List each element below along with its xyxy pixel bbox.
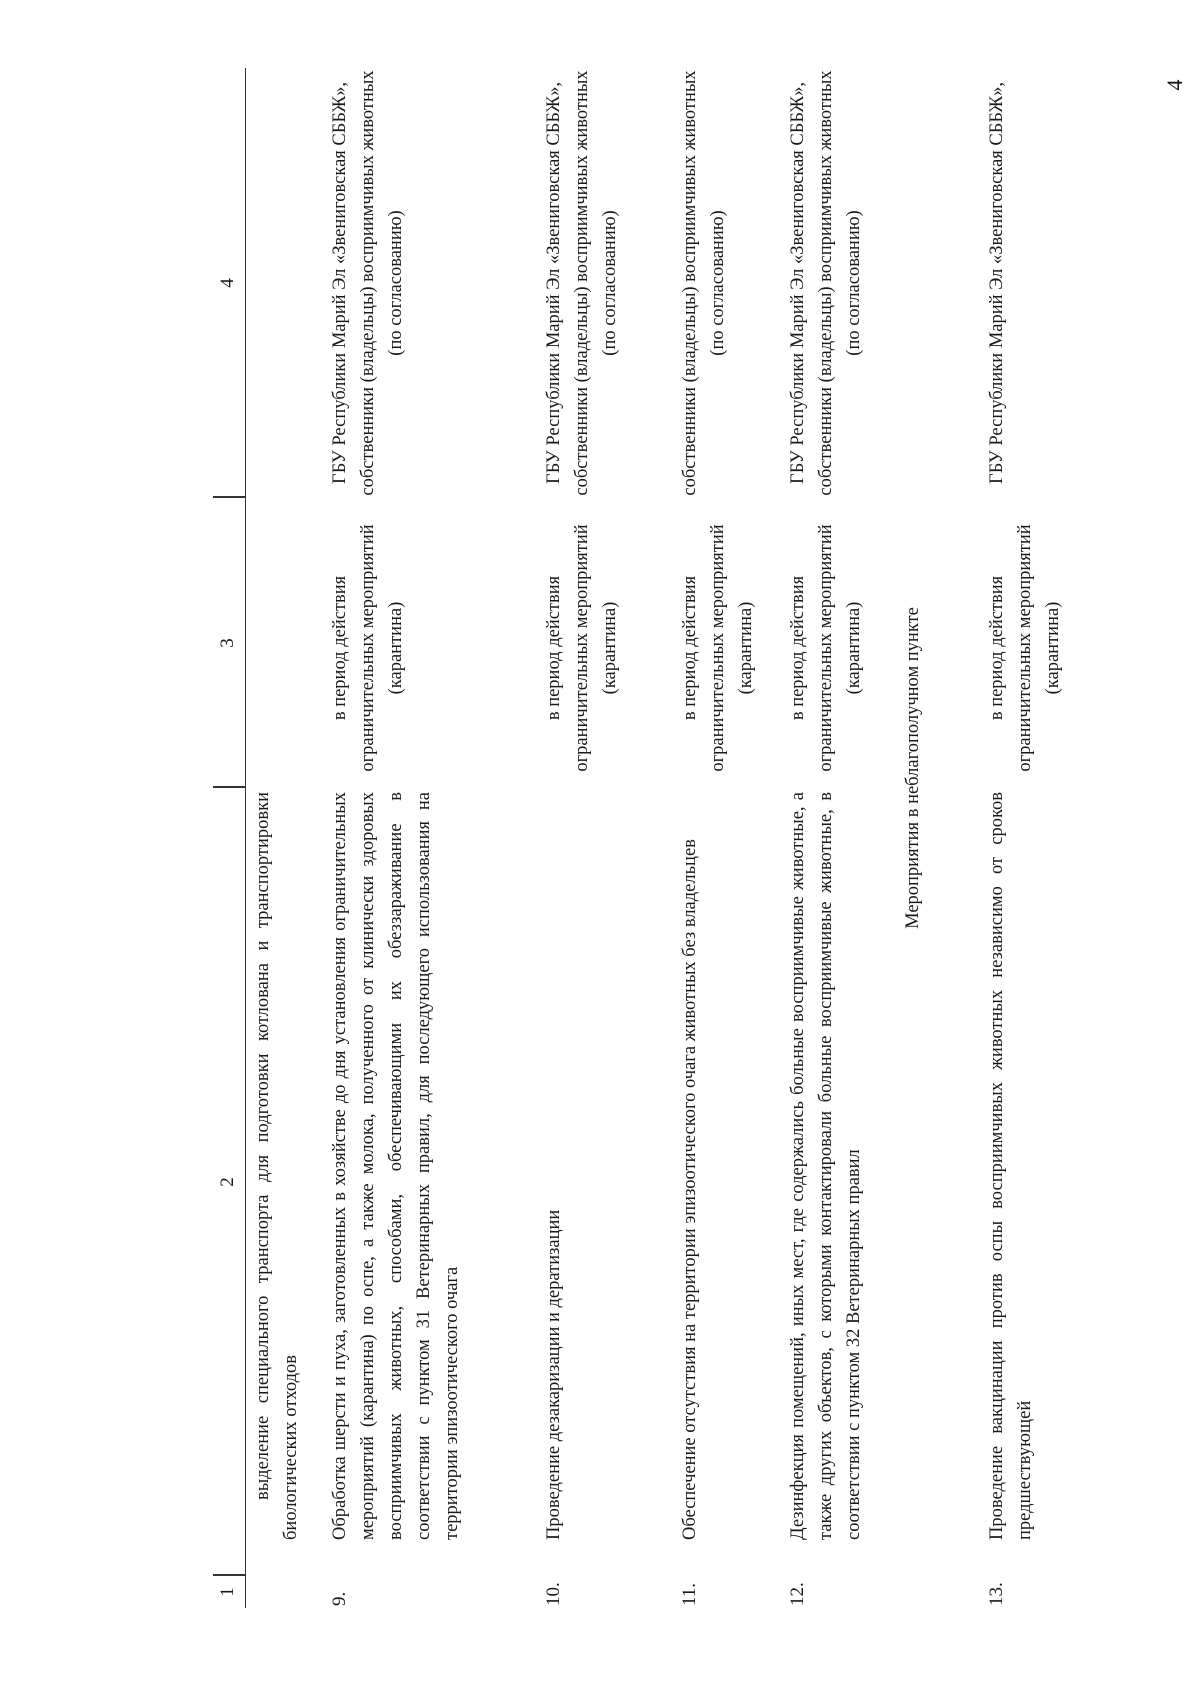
row-number: 9. <box>329 1591 350 1606</box>
row-number: 12. <box>787 1582 808 1606</box>
header-col-2: 2 <box>217 1177 238 1187</box>
row-responsible: ГБУ Республики Марий Эл «Звениговская СББЖ», собственники (владельцы) восприимчивых животных (по согласованию) <box>544 70 620 496</box>
row-activity: Проведение дезакаризации и дератизации <box>544 1209 564 1540</box>
row-responsible: собственники (владельцы) восприимчивых животных (по согласованию) <box>680 70 728 496</box>
row-period: в период действия ограничительных мероприятий (карантина) <box>330 524 406 772</box>
row-number: 10. <box>543 1582 564 1606</box>
row-period: в период действия ограничительных мероприятий (карантина) <box>680 524 756 772</box>
row-period: в период действия ограничительных мероприятий (карантина) <box>544 524 620 772</box>
row-responsible: ГБУ Республики Марий Эл «Звениговская СББЖ», <box>987 82 1007 484</box>
row-responsible: ГБУ Республики Марий Эл «Звениговская СББЖ», собственники (владельцы) восприимчивых животных (по согласованию) <box>330 70 406 496</box>
table-header <box>213 68 246 1608</box>
header-col-1: 1 <box>217 1587 238 1597</box>
row-period: в период действия ограничительных мероприятий (карантина) <box>987 524 1063 772</box>
row-number: 13. <box>986 1582 1007 1606</box>
row-responsible: ГБУ Республики Марий Эл «Звениговская СББЖ», собственники (владельцы) восприимчивых животных (по согласованию) <box>788 70 864 496</box>
row-activity: Обработка шерсти и пуха, заготовленных в хозяйстве до дня установления ограничительных мероприятий (карантина) по оспе, а также молока, полученного от клинически здоровых восприимчивых животных, способами, обеспечивающими их обеззараживание в соответствии с пунктом 31 Ветеринарных правил, для последующего использования на территории эпизоотического очага <box>330 792 462 1540</box>
row-activity: Дезинфекция помещений, иных мест, где содержались больные восприимчивые животные, а также других объектов, с которыми контактировали больные восприимчивые животные, в соответствии с пунктом 32 Ветеринарных правил <box>788 792 864 1540</box>
landscape-table <box>213 68 1113 1608</box>
header-col-3: 3 <box>217 638 238 648</box>
continuation-text: выделение специального транспорта для подготовки котлована и транспортировки биологических отходов <box>253 792 301 1540</box>
header-col-4: 4 <box>217 278 238 288</box>
row-period: в период действия ограничительных мероприятий (карантина) <box>788 524 864 772</box>
row-activity: Проведение вакцинации против оспы восприимчивых животных независимо от сроков предшествующей <box>987 792 1035 1540</box>
row-activity: Обеспечение отсутствия на территории эпизоотического очага животных без владельцев <box>680 839 700 1540</box>
page-number: 4 <box>1162 79 1187 91</box>
section-title: Мероприятия в неблагополучном пункте <box>903 607 923 929</box>
row-number: 11. <box>679 1582 700 1606</box>
